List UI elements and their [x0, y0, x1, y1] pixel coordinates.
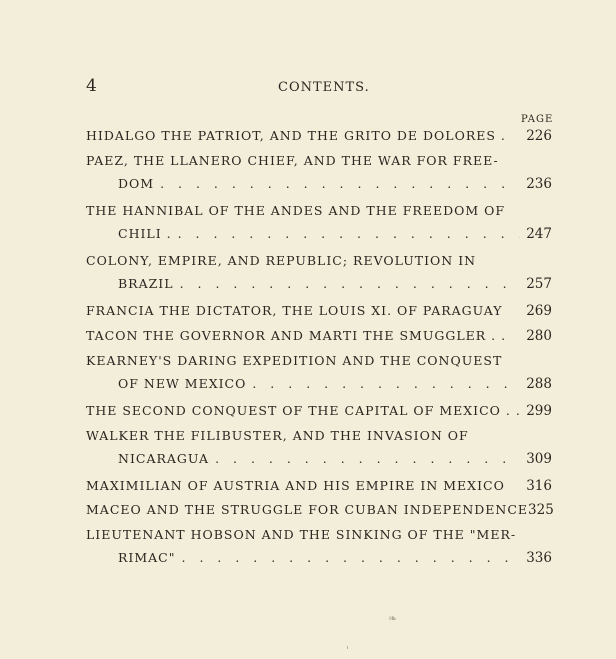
toc-title-cont: DOM: [118, 176, 155, 191]
toc-title: COLONY, EMPIRE, AND REPUBLIC; REVOLUTION IN: [86, 253, 477, 268]
toc-page: 257: [526, 276, 552, 292]
page-number: 4: [86, 76, 97, 96]
toc-entry: [86, 203, 552, 242]
leader-dots: [252, 376, 520, 391]
toc-title: PAEZ, THE LLANERO CHIEF, AND THE WAR FOR FREE-: [86, 153, 499, 168]
paper-blemish: ❧: [388, 612, 398, 625]
toc-title: THE HANNIBAL OF THE ANDES AND THE FREEDOM OF: [86, 203, 506, 218]
toc-entry: [86, 128, 552, 144]
toc-entry: [86, 527, 552, 566]
toc-page: 288: [526, 376, 552, 392]
leader-dots: [178, 226, 521, 241]
toc-entry: [86, 353, 552, 392]
toc-title-cont: CHILI .: [118, 226, 172, 241]
toc-title: MAXIMILIAN OF AUSTRIA AND HIS EMPIRE IN MEXICO: [86, 478, 505, 493]
page-column-label: PAGE: [521, 114, 554, 125]
toc-page: 325: [528, 502, 554, 518]
toc-title: MACEO AND THE STRUGGLE FOR CUBAN INDEPENDENCE: [86, 502, 529, 517]
running-head: CONTENTS.: [278, 80, 370, 95]
toc-title-cont: OF NEW MEXICO: [118, 376, 247, 391]
toc-entry: [86, 328, 552, 344]
toc-title: WALKER THE FILIBUSTER, AND THE INVASION OF: [86, 428, 469, 443]
toc-page: 316: [526, 478, 552, 494]
leader-dots: [180, 276, 521, 291]
toc-entry: [86, 403, 552, 419]
toc-title: KEARNEY'S DARING EXPEDITION AND THE CONQUEST: [86, 353, 503, 368]
toc-entry: [86, 253, 552, 292]
toc-entry: [86, 303, 552, 319]
toc-page: 269: [526, 303, 552, 319]
toc-page: 236: [526, 176, 552, 192]
toc-title: FRANCIA THE DICTATOR, THE LOUIS XI. OF PARAGUAY: [86, 303, 503, 318]
toc-title-cont: NICARAGUA: [118, 451, 210, 466]
toc-page: 299: [526, 403, 552, 419]
toc-page: 226: [526, 128, 552, 144]
toc-page: 309: [526, 451, 552, 467]
toc-entry: [86, 502, 552, 518]
toc-page: 336: [526, 550, 552, 566]
toc-title-cont: RIMAC": [118, 550, 176, 565]
toc-entry: [86, 153, 552, 192]
toc-title: THE SECOND CONQUEST OF THE CAPITAL OF MEXICO . .: [86, 403, 521, 418]
leader-dots: [215, 451, 520, 466]
toc-title-cont: BRAZIL: [118, 276, 174, 291]
toc-entry: [86, 478, 552, 494]
leader-dots: [182, 550, 521, 565]
leader-dots: [160, 176, 520, 191]
paper-speck: ': [346, 644, 350, 657]
toc-page: 247: [526, 226, 552, 242]
toc-title: LIEUTENANT HOBSON AND THE SINKING OF THE "MER-: [86, 527, 517, 542]
toc-entry: [86, 428, 552, 467]
toc-page: 280: [526, 328, 552, 344]
toc-title: TACON THE GOVERNOR AND MARTI THE SMUGGLER . .: [86, 328, 507, 343]
toc-title: HIDALGO THE PATRIOT, AND THE GRITO DE DOLORES .: [86, 128, 506, 143]
